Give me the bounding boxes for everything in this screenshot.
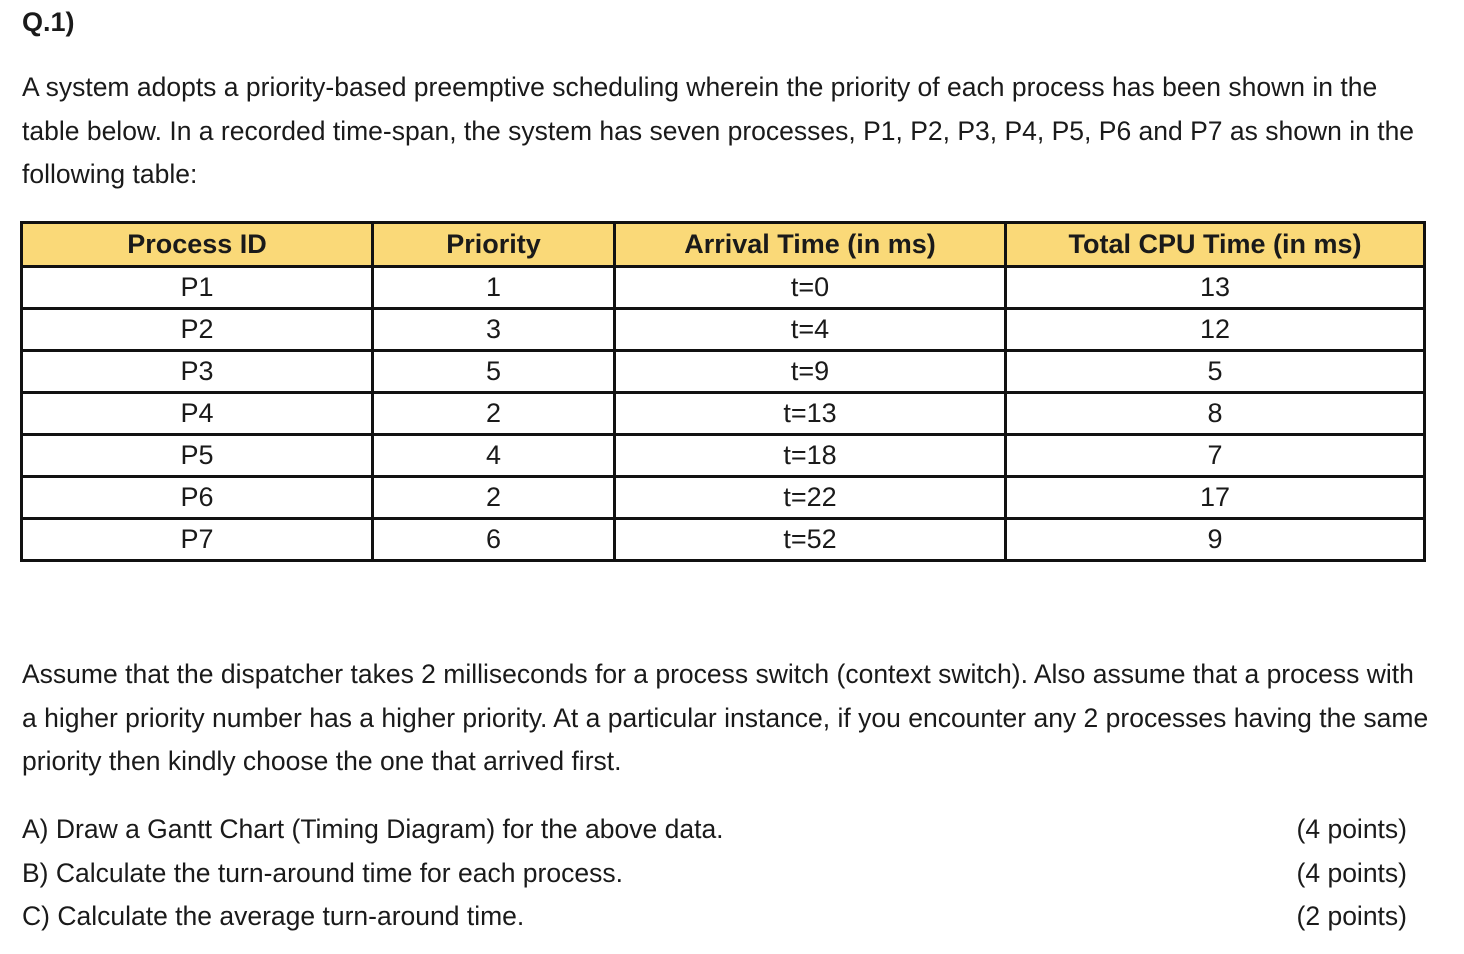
cell-arrival-time: t=52 [615, 519, 1006, 561]
task-item-a [22, 808, 1412, 852]
task-text: C) Calculate the average turn-around time. [22, 901, 525, 931]
task-item-b [22, 852, 1412, 896]
cell-arrival-time: t=4 [615, 309, 1006, 351]
cell-cpu-time: 17 [1006, 477, 1425, 519]
header-priority: Priority [373, 223, 615, 267]
task-points: (4 points) [1296, 814, 1407, 844]
cell-priority: 2 [373, 477, 615, 519]
cell-cpu-time: 8 [1006, 393, 1425, 435]
cell-arrival-time: t=9 [615, 351, 1006, 393]
cell-cpu-time: 12 [1006, 309, 1425, 351]
task-list [22, 808, 1412, 939]
task-text: A) Draw a Gantt Chart (Timing Diagram) for the above data. [22, 814, 724, 844]
task-item-c [22, 895, 1412, 939]
cell-arrival-time: t=0 [615, 267, 1006, 309]
cell-process-id: P4 [22, 393, 373, 435]
cell-priority: 3 [373, 309, 615, 351]
assumption-paragraph: Assume that the dispatcher takes 2 milliseconds for a process switch (context switch). Also assume that a process with a higher priority number has a higher priority. At a particular instance, if you encounter any 2 processes having the same priority then kindly choose the one that arrived first. [22, 659, 1429, 776]
cell-cpu-time: 9 [1006, 519, 1425, 561]
table-row [22, 267, 1425, 309]
cell-process-id: P3 [22, 351, 373, 393]
task-text: B) Calculate the turn-around time for each process. [22, 857, 623, 888]
table-header-row [22, 223, 1425, 267]
cell-arrival-time: t=22 [615, 477, 1006, 519]
cell-cpu-time: 5 [1006, 351, 1425, 393]
question-label: Q.1) [22, 7, 75, 37]
table-row [22, 435, 1425, 477]
header-process-id: Process ID [22, 223, 373, 267]
table-row [22, 309, 1425, 351]
cell-priority: 6 [373, 519, 615, 561]
cell-priority: 2 [373, 393, 615, 435]
table-row [22, 351, 1425, 393]
task-points: (2 points) [1296, 901, 1407, 931]
cell-priority: 1 [373, 267, 615, 309]
cell-cpu-time: 13 [1006, 267, 1425, 309]
table-row [22, 477, 1425, 519]
cell-process-id: P5 [22, 435, 373, 477]
header-arrival-time: Arrival Time (in ms) [615, 223, 1006, 267]
cell-process-id: P7 [22, 519, 373, 561]
cell-process-id: P1 [22, 267, 373, 309]
header-cpu-time: Total CPU Time (in ms) [1006, 223, 1425, 267]
cell-process-id: P6 [22, 477, 373, 519]
process-table [20, 221, 1426, 562]
cell-process-id: P2 [22, 309, 373, 351]
cell-arrival-time: t=13 [615, 393, 1006, 435]
table-row [22, 393, 1425, 435]
intro-paragraph: A system adopts a priority-based preemptive scheduling wherein the priority of each process has been shown in the table below. In a recorded time-span, the system has seven processes, P1, P2, P3, P4, P5, P6 and P7 as shown in the following table: [22, 72, 1415, 189]
cell-arrival-time: t=18 [615, 435, 1006, 477]
cell-cpu-time: 7 [1006, 435, 1425, 477]
cell-priority: 5 [373, 351, 615, 393]
task-points: (4 points) [1296, 857, 1407, 888]
cell-priority: 4 [373, 435, 615, 477]
table-row [22, 519, 1425, 561]
